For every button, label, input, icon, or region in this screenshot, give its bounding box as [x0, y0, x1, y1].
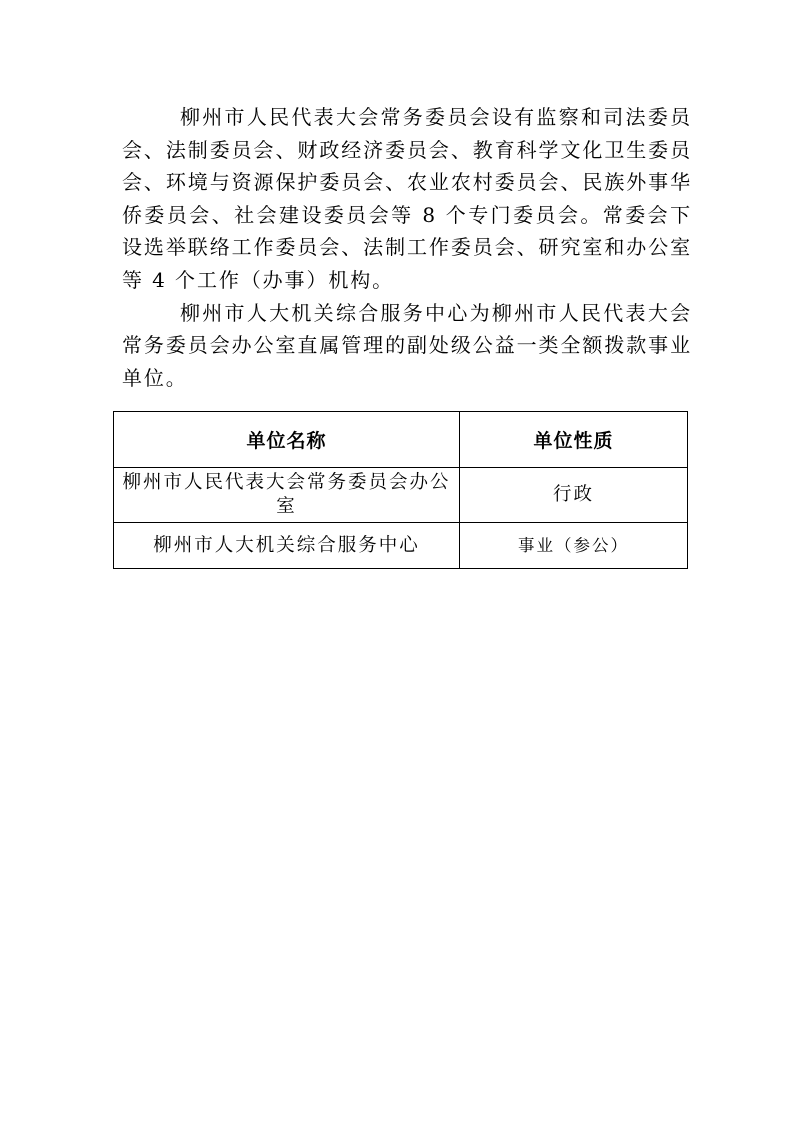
table-row	[114, 523, 688, 569]
table-row	[114, 468, 688, 523]
paragraph-service-center: 柳州市人大机关综合服务中心为柳州市人民代表大会常务委员会办公室直属管理的副处级公益一类全额拨款事业单位。	[122, 300, 692, 390]
paragraph-committees: 柳州市人民代表大会常务委员会设有监察和司法委员会、法制委员会、财政经济委员会、教育科学文化卫生委员会、环境与资源保护委员会、农业农村委员会、民族外事华侨委员会、社会建设委员会等 8 个专门委员会。常委会下设选举联络工作委员会、法制工作委员会、研究室和办公室等 4 个工作（办事）机构。	[122, 105, 692, 292]
cell-unit-name: 柳州市人民代表大会常务委员会办公室	[114, 468, 460, 523]
units-table	[113, 411, 688, 569]
table-header-row	[114, 412, 688, 468]
body-text	[122, 101, 692, 394]
cell-unit-nature: 事业（参公）	[460, 523, 688, 569]
cell-unit-nature: 行政	[460, 468, 688, 523]
cell-unit-name: 柳州市人大机关综合服务中心	[114, 523, 460, 569]
header-unit-nature: 单位性质	[460, 412, 688, 468]
header-unit-name: 单位名称	[114, 412, 460, 468]
